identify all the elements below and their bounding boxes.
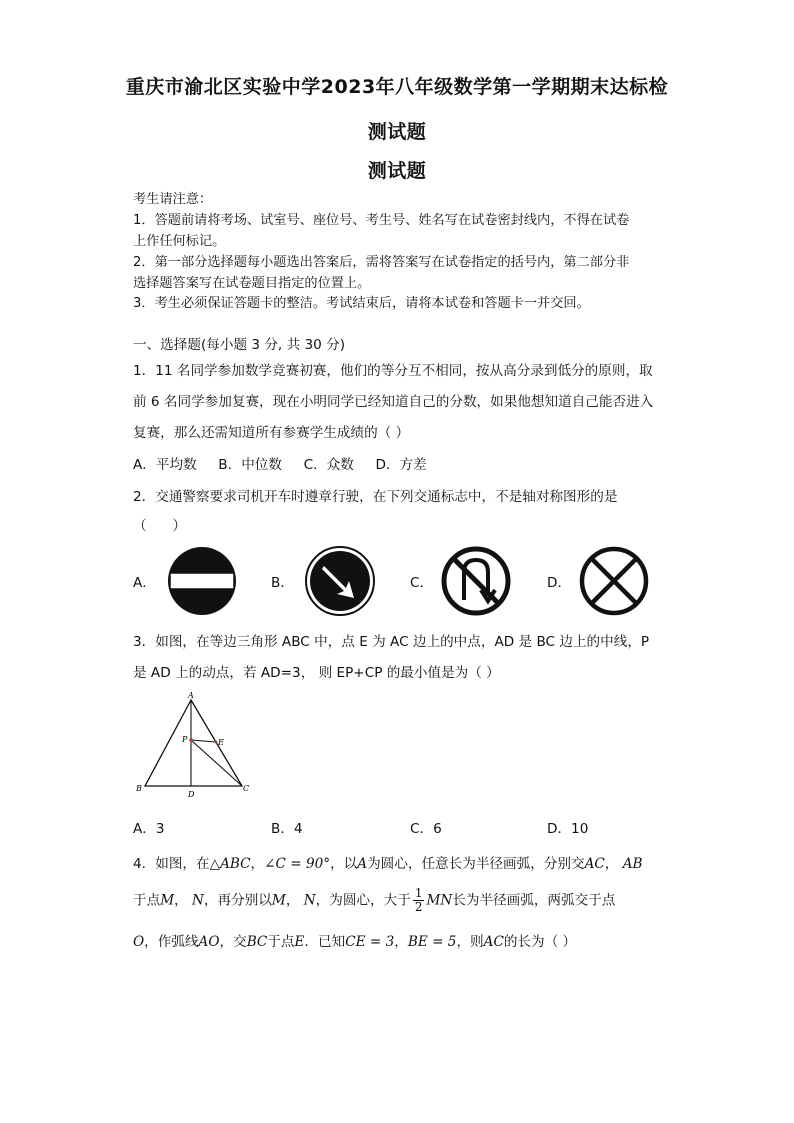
fig-label-p: P — [182, 735, 188, 744]
q2-text-line2: （ ） — [133, 518, 187, 534]
page-title: 重庆市渝北区实验中学2023年八年级数学第一学期期末达标检 — [125, 76, 669, 98]
q3-text-line1: 3．如图，在等边三角形 ABC 中，点 E 为 AC 边上的中点，AD 是 BC 边上的中线，P — [133, 634, 650, 650]
q4-text-line1: 4．如图，在△ABC，∠C = 90°，以A为圆心，任意长为半径画弧，分别交AC， AB — [133, 856, 643, 872]
fraction-one-half: $\frac{1}{2}$ — [414, 886, 423, 914]
notice-item-1: 1．答题前请将考场、试室号、座位号、考生号、姓名写在试卷密封线内，不得在试卷 — [133, 213, 630, 228]
fig-label-d: D — [188, 790, 195, 799]
q2-option-c-label: C． — [410, 575, 434, 591]
section-heading: 一、选择题(每小题 3 分, 共 30 分) — [133, 337, 346, 353]
page-title-continued: 测试题 — [367, 121, 427, 143]
fig-label-c: C — [243, 784, 250, 793]
q1-text-line2: 前 6 名同学参加复赛，现在小明同学已经知道自己的分数，如果他想知道自己能否进入 — [133, 394, 654, 410]
q4-text-line3: O，作弧线AO，交BC于点E．已知CE = 3，BE = 5，则AC的长为（ ） — [133, 934, 577, 950]
fig-label-e: E — [218, 738, 224, 747]
q2-text-line1: 2．交通警察要求司机开车时遵章行驶，在下列交通标志中，不是轴对称图形的是 — [133, 489, 618, 505]
q2-option-a-label: A． — [133, 575, 156, 591]
q1-options: A．平均数 B．中位数 C．众数 D．方差 — [133, 457, 427, 473]
q1-text-line1: 1．11 名同学参加数学竞赛初赛，他们的等分互不相同，按从高分录到低分的原则，取 — [133, 363, 653, 379]
page-subtitle: 测试题 — [367, 160, 427, 182]
q3-option-c: C．6 — [410, 821, 442, 837]
no-stopping-sign-icon — [578, 546, 650, 616]
fig-label-a: A — [188, 691, 194, 700]
keep-right-arrow-sign-icon — [304, 546, 376, 616]
no-entry-sign-icon — [167, 546, 237, 616]
q3-option-b: B．4 — [271, 821, 303, 837]
no-u-turn-sign-icon — [440, 546, 512, 616]
equilateral-triangle-figure — [132, 690, 257, 800]
notice-item-2-cont: 选择题答案写在试卷题目指定的位置上。 — [133, 276, 371, 291]
q2-option-b-label: B． — [271, 575, 294, 591]
q3-option-a: A．3 — [133, 821, 165, 837]
notice-item-3: 3．考生必须保证答题卡的整洁。考试结束后，请将本试卷和答题卡一并交回。 — [133, 296, 590, 311]
notice-item-1-cont: 上作任何标记。 — [133, 234, 226, 249]
q3-text-line2: 是 AD 上的动点，若 AD=3， 则 EP+CP 的最小值是为（ ） — [133, 665, 500, 681]
q1-text-line3: 复赛，那么还需知道所有参赛学生成绩的（ ） — [133, 425, 410, 441]
q4-text-line2: 于点M， N，再分别以M， N，为圆心，大于 $\frac{1}{2}$ MN长为半径画弧，两弧交于点 — [133, 886, 616, 914]
notice-item-2: 2．第一部分选择题每小题选出答案后，需将答案写在试卷指定的括号内，第二部分非 — [133, 255, 630, 270]
q3-option-d: D．10 — [547, 821, 589, 837]
notice-heading: 考生请注意： — [133, 192, 213, 207]
q2-option-d-label: D． — [547, 575, 572, 591]
fig-label-b: B — [136, 784, 142, 793]
